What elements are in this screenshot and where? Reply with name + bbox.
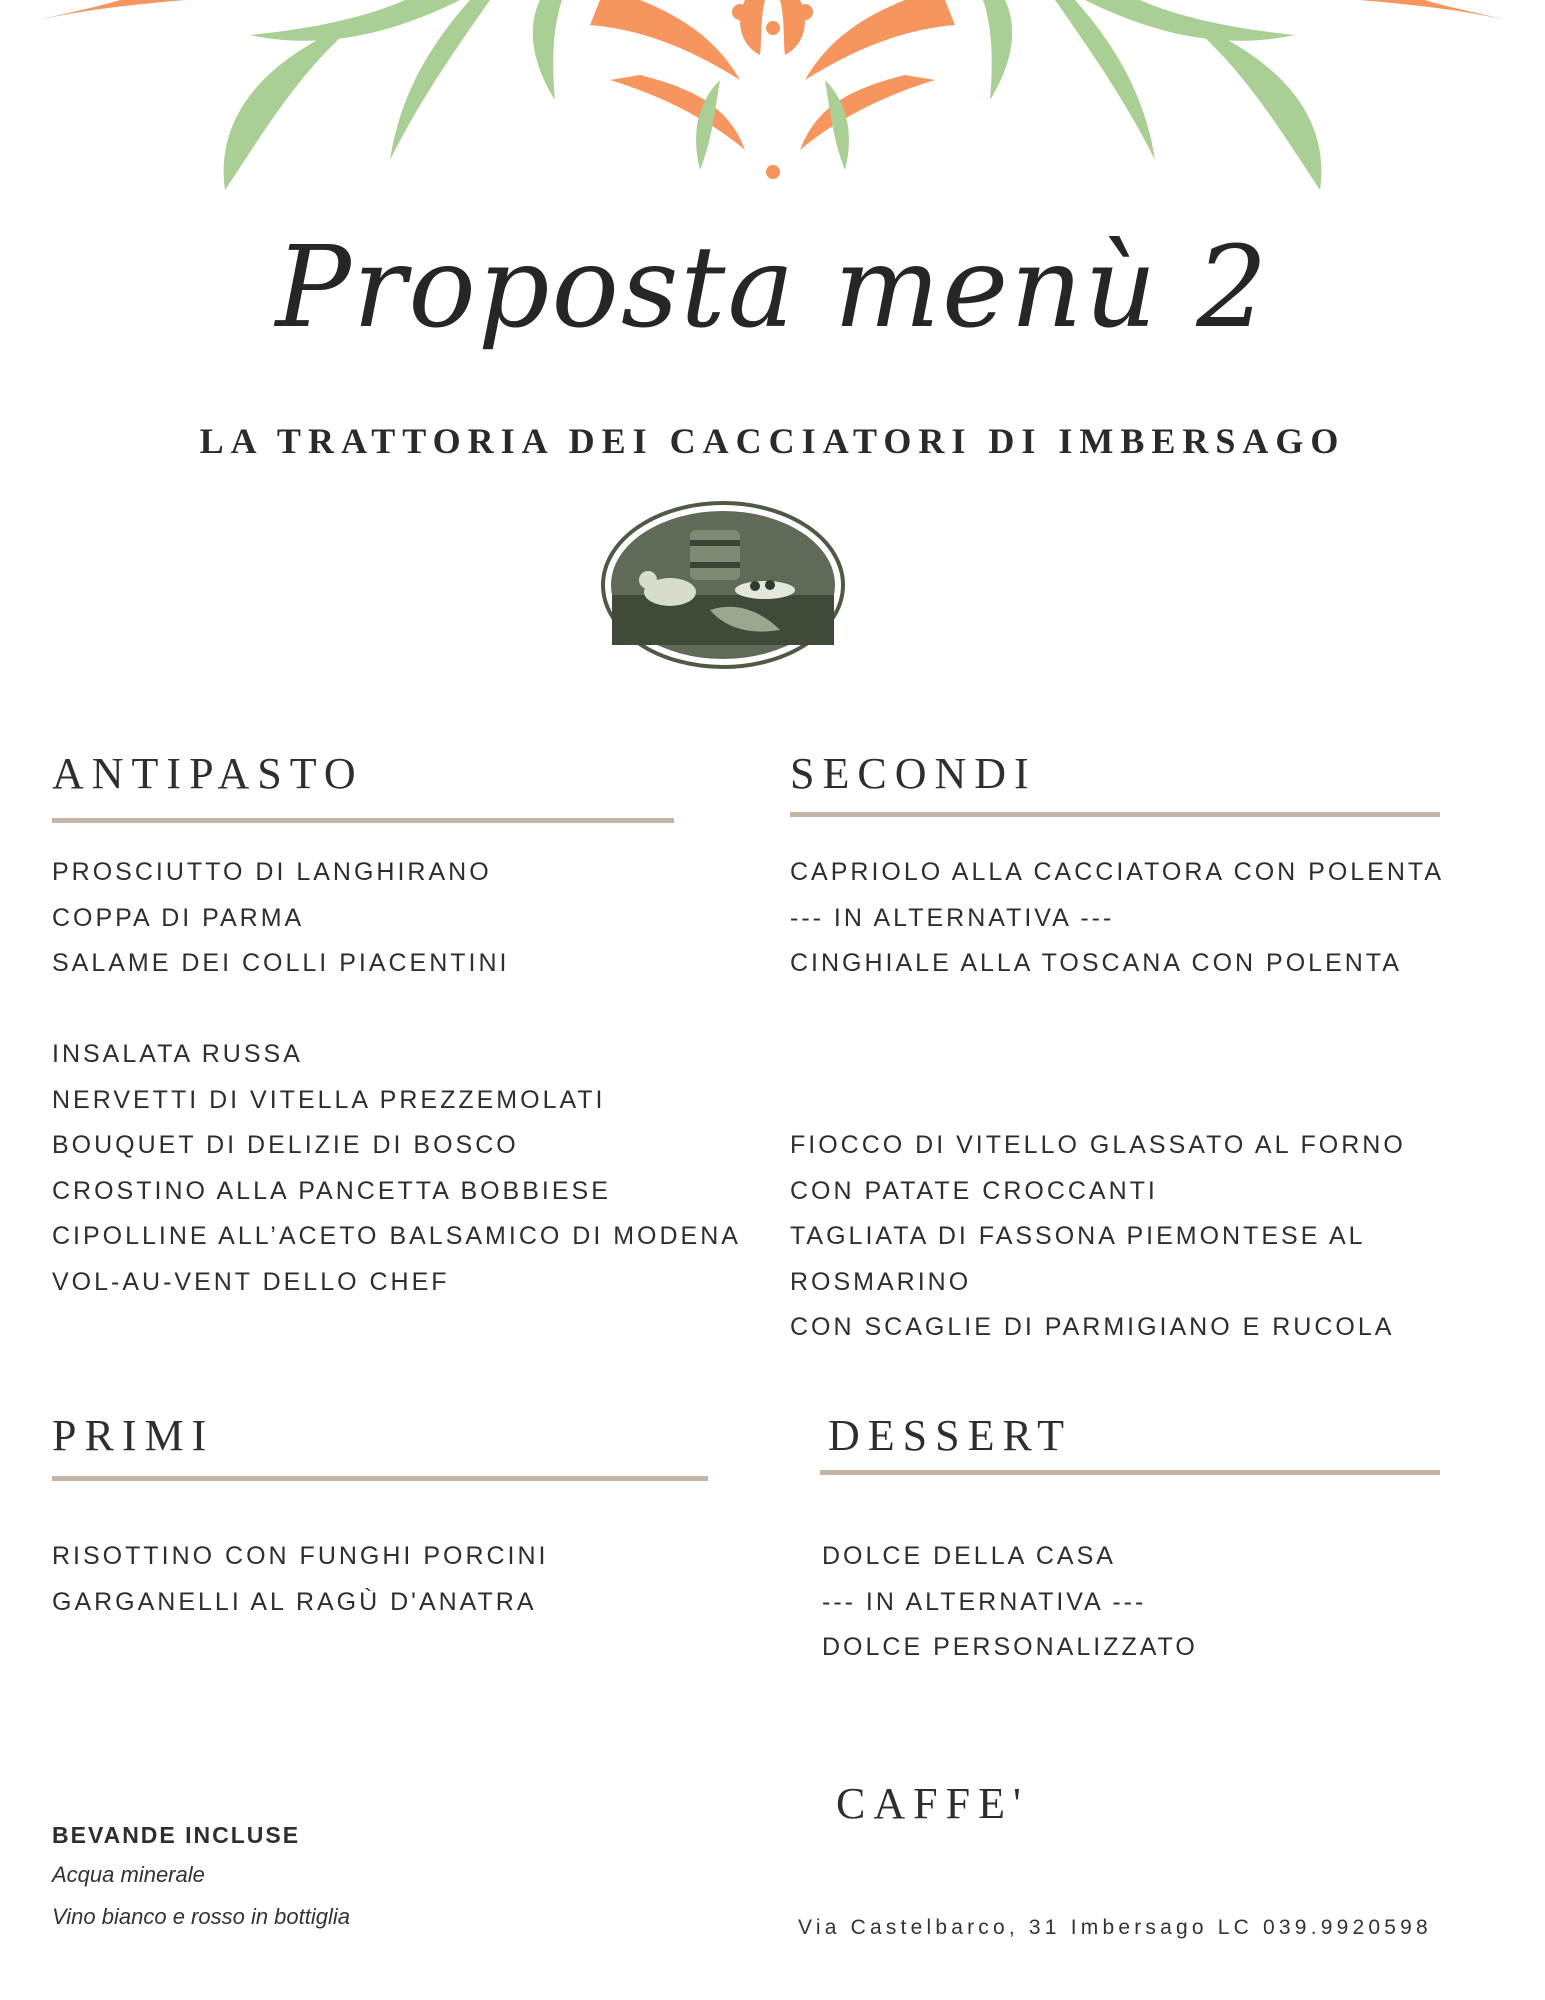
list-item: COPPA DI PARMA <box>52 903 305 932</box>
list-item: CON SCAGLIE DI PARMIGIANO E RUCOLA <box>790 1313 1395 1341</box>
list-item <box>790 1078 1444 1124</box>
beverage-item: Acqua minerale <box>52 1862 205 1887</box>
restaurant-logo-icon <box>600 500 846 670</box>
secondi-title: SECONDI <box>790 749 1037 798</box>
primi-list <box>52 1534 549 1625</box>
list-item: VOL-AU-VENT DELLO CHEF <box>52 1267 450 1296</box>
dessert-title: DESSERT <box>828 1411 1073 1460</box>
list-item: RISOTTINO CON FUNGHI PORCINI <box>52 1542 549 1570</box>
list-item: CAPRIOLO ALLA CACCIATORA CON POLENTA <box>790 858 1444 886</box>
caffe-title: CAFFE' <box>836 1779 1029 1828</box>
list-item: CROSTINO ALLA PANCETTA BOBBIESE <box>52 1176 611 1205</box>
list-item: TAGLIATA DI FASSONA PIEMONTESE AL <box>790 1222 1366 1250</box>
list-item: SALAME DEI COLLI PIACENTINI <box>52 949 510 977</box>
list-item: --- IN ALTERNATIVA --- <box>822 1587 1147 1616</box>
primi-title: PRIMI <box>52 1411 215 1460</box>
dessert-divider <box>820 1470 1440 1475</box>
list-item: DOLCE DELLA CASA <box>822 1542 1116 1570</box>
address-phone: Via Castelbarco, 31 Imbersago LC 039.9920598 <box>798 1916 1432 1939</box>
list-item: CIPOLLINE ALL’ACETO BALSAMICO DI MODENA <box>52 1222 741 1250</box>
list-item: INSALATA RUSSA <box>52 1040 303 1068</box>
antipasto-title: ANTIPASTO <box>52 749 364 798</box>
list-item <box>52 987 741 1033</box>
secondi-divider <box>790 812 1440 817</box>
list-item: GARGANELLI AL RAGÙ D'ANATRA <box>52 1587 537 1616</box>
page-title: Proposta menù 2 <box>275 223 1270 353</box>
list-item: PROSCIUTTO DI LANGHIRANO <box>52 858 492 886</box>
beverage-item: Vino bianco e rosso in bottiglia <box>52 1904 351 1929</box>
list-item: FIOCCO DI VITELLO GLASSATO AL FORNO <box>790 1131 1406 1159</box>
list-item <box>790 1032 1444 1078</box>
list-item: NERVETTI DI VITELLA PREZZEMOLATI <box>52 1085 606 1114</box>
beverages-title: BEVANDE INCLUSE <box>52 1822 301 1848</box>
secondi-list <box>790 850 1444 1351</box>
list-item <box>790 987 1444 1033</box>
list-item: CON PATATE CROCCANTI <box>790 1176 1158 1205</box>
list-item: BOUQUET DI DELIZIE DI BOSCO <box>52 1131 519 1159</box>
antipasto-list <box>52 850 741 1305</box>
primi-divider <box>52 1476 708 1481</box>
dessert-list <box>822 1534 1198 1671</box>
list-item: ROSMARINO <box>790 1267 972 1296</box>
list-item: CINGHIALE ALLA TOSCANA CON POLENTA <box>790 949 1402 977</box>
list-item: DOLCE PERSONALIZZATO <box>822 1633 1198 1661</box>
list-item: --- IN ALTERNATIVA --- <box>790 903 1115 932</box>
antipasto-divider <box>52 818 674 823</box>
floral-ornament-icon <box>0 0 1545 200</box>
restaurant-name: LA TRATTORIA DEI CACCIATORI DI IMBERSAGO <box>199 421 1346 461</box>
